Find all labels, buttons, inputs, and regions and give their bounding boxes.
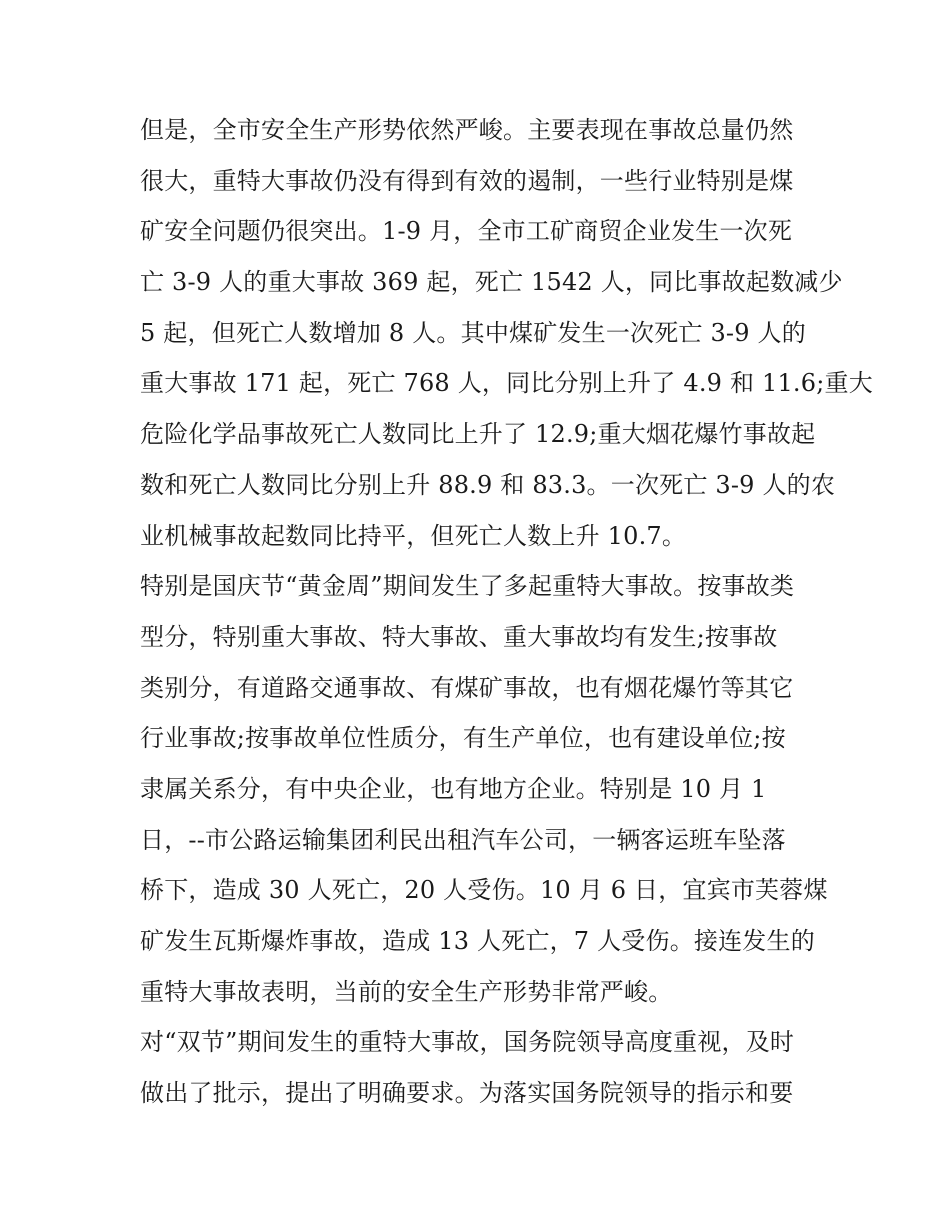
text-line: 重特大事故表明，当前的安全生产形势非常严峻。: [140, 977, 673, 1006]
text-line: 重大事故 171 起，死亡 768 人，同比分别上升了 4.9 和 11.6;重大: [140, 369, 873, 398]
text-line: 危险化学品事故死亡人数同比上升了 12.9;重大烟花爆竹事故起: [140, 420, 816, 449]
paragraph: [140, 561, 828, 1017]
text-line: 5 起，但死亡人数增加 8 人。其中煤矿发生一次死亡 3-9 人的: [140, 318, 806, 347]
text-line: 但是，全市安全生产形势依然严峻。主要表现在事故总量仍然: [140, 116, 794, 144]
text-line: 桥下，造成 30 人死亡，20 人受伤。10 月 6 日，宜宾市芙蓉煤: [140, 876, 828, 905]
text-line: 矿安全问题仍很突出。1-9 月，全市工矿商贸企业发生一次死: [140, 217, 793, 246]
text-line: 对“双节”期间发生的重特大事故，国务院领导高度重视，及时: [140, 1028, 795, 1057]
text-line: 很大，重特大事故仍没有得到有效的遏制，一些行业特别是煤: [140, 166, 794, 195]
text-line: 亡 3-9 人的重大事故 369 起，死亡 1542 人，同比事故起数减少: [140, 268, 843, 297]
text-line: 数和死亡人数同比分别上升 88.9 和 83.3。一次死亡 3-9 人的农: [140, 470, 836, 499]
text-line: 类别分，有道路交通事故、有煤矿事故，也有烟花爆竹等其它: [140, 673, 794, 702]
text-line: 矿发生瓦斯爆炸事故，造成 13 人死亡，7 人受伤。接连发生的: [140, 927, 815, 955]
text-line: 日，--市公路运输集团利民出租汽车公司，一辆客运班车坠落: [140, 825, 786, 854]
paragraph: [140, 105, 873, 561]
text-line: 做出了批示，提出了明确要求。为落实国务院领导的指示和要: [140, 1079, 794, 1108]
text-line: 业机械事故起数同比持平，但死亡人数上升 10.7。: [140, 521, 687, 550]
text-line: 特别是国庆节“黄金周”期间发生了多起重特大事故。按事故类: [140, 572, 795, 601]
paragraph: [140, 1017, 820, 1118]
document-body: [140, 105, 873, 1119]
text-line: 行业事故;按事故单位性质分，有生产单位，也有建设单位;按: [140, 724, 786, 753]
text-line: 型分，特别重大事故、特大事故、重大事故均有发生;按事故: [140, 622, 778, 651]
text-line: 隶属关系分，有中央企业，也有地方企业。特别是 10 月 1: [140, 774, 767, 803]
